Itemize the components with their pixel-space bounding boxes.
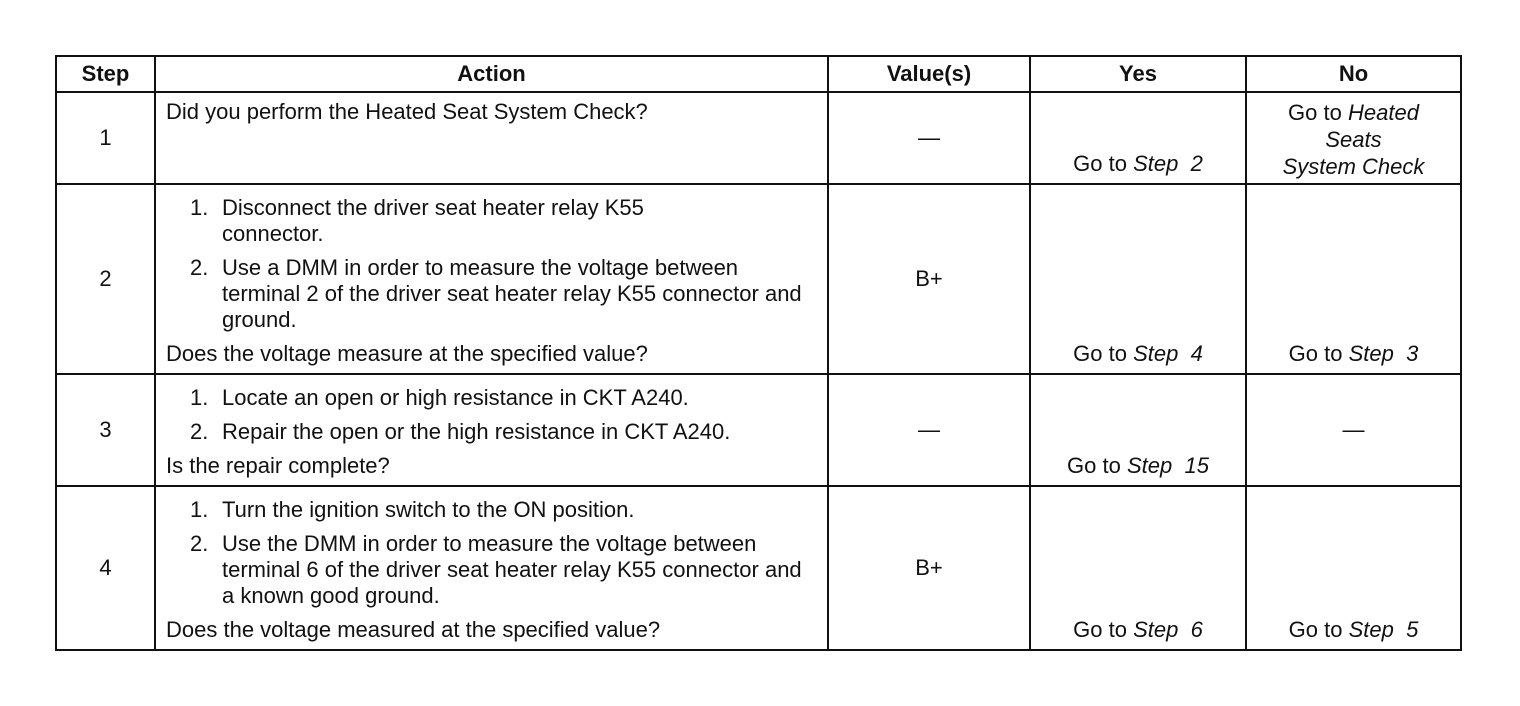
no-target: Step 5 <box>1348 617 1419 642</box>
header-action: Action <box>155 56 828 92</box>
action-item <box>190 255 817 333</box>
item-number: 2. <box>190 531 209 556</box>
no-target-line-2: Seats <box>1325 127 1382 152</box>
yes-prefix: Go to <box>1073 341 1127 366</box>
item-number: 2. <box>190 255 209 280</box>
yes-cell <box>1030 374 1246 486</box>
action-item <box>190 531 817 609</box>
no-cell: — <box>1246 374 1461 486</box>
item-text: Use the DMM in order to measure the voltage between terminal 6 of the driver seat heater relay K55 connector and a known good ground. <box>222 531 802 608</box>
value-cell: — <box>828 374 1030 486</box>
item-number: 2. <box>190 419 209 444</box>
table-row-step-2 <box>56 184 1461 374</box>
action-cell <box>155 374 828 486</box>
value-cell: — <box>828 92 1030 184</box>
step-number: 2 <box>56 184 155 374</box>
yes-target: Step 2 <box>1133 151 1203 176</box>
yes-prefix: Go to <box>1067 453 1121 478</box>
item-text: Turn the ignition switch to the ON position. <box>222 497 635 522</box>
yes-cell <box>1030 92 1246 184</box>
action-question: Did you perform the Heated Seat System Check? <box>166 99 648 124</box>
item-number: 1. <box>190 385 209 410</box>
yes-cell <box>1030 184 1246 374</box>
yes-prefix: Go to <box>1073 617 1127 642</box>
no-target-line-3: System Check <box>1282 154 1425 179</box>
item-text: Repair the open or the high resistance in CKT A240. <box>222 419 731 444</box>
item-number: 1. <box>190 497 209 522</box>
action-item <box>190 385 817 411</box>
action-cell <box>155 184 828 374</box>
value-cell: B+ <box>828 486 1030 650</box>
step-number: 3 <box>56 374 155 486</box>
header-values: Value(s) <box>828 56 1030 92</box>
yes-prefix: Go to <box>1073 151 1127 176</box>
header-no: No <box>1246 56 1461 92</box>
item-text: Locate an open or high resistance in CKT A240. <box>222 385 689 410</box>
no-prefix: Go to <box>1288 341 1343 366</box>
yes-target: Step 15 <box>1126 453 1209 478</box>
header-step: Step <box>56 56 155 92</box>
value-cell: B+ <box>828 184 1030 374</box>
diagnostic-table <box>55 55 1462 651</box>
no-target: Step 3 <box>1348 341 1419 366</box>
no-cell <box>1246 184 1461 374</box>
yes-target: Step 4 <box>1133 341 1203 366</box>
table-row-step-1 <box>56 92 1461 184</box>
action-question: Does the voltage measure at the specified value? <box>166 341 648 366</box>
no-target-line-1: Heated <box>1347 100 1419 125</box>
action-item <box>190 195 817 247</box>
action-question: Does the voltage measured at the specified value? <box>166 617 661 642</box>
action-cell <box>155 486 828 650</box>
item-text: Use a DMM in order to measure the voltage between terminal 2 of the driver seat heater relay K55 connector and ground. <box>222 255 802 332</box>
action-item <box>190 497 817 523</box>
action-item <box>190 419 817 445</box>
no-cell <box>1246 92 1461 184</box>
action-question: Is the repair complete? <box>166 453 390 478</box>
table-row-step-3 <box>56 374 1461 486</box>
step-number: 4 <box>56 486 155 650</box>
item-text: Disconnect the driver seat heater relay K55 connector. <box>222 195 644 246</box>
no-cell <box>1246 486 1461 650</box>
no-prefix: Go to <box>1288 617 1343 642</box>
yes-target: Step 6 <box>1133 617 1203 642</box>
item-number: 1. <box>190 195 209 220</box>
yes-cell <box>1030 486 1246 650</box>
header-yes: Yes <box>1030 56 1246 92</box>
step-number: 1 <box>56 92 155 184</box>
header-row <box>56 56 1461 92</box>
no-prefix: Go to <box>1288 100 1342 125</box>
action-cell <box>155 92 828 184</box>
table-row-step-4 <box>56 486 1461 650</box>
